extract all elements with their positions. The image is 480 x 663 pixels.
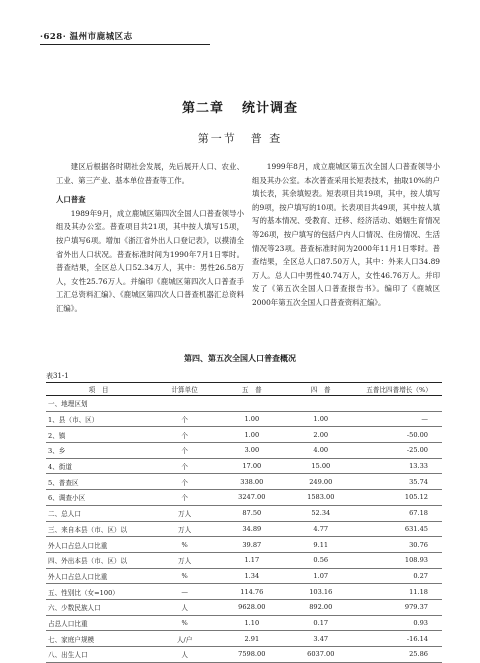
chapter-title [0, 97, 480, 116]
table-number: 表31-1 [46, 372, 69, 380]
table-cell: 3247.00 [218, 490, 285, 506]
table-title: 第四、第五次全国人口普查概况 [184, 354, 296, 363]
table-cell: 2.91 [218, 631, 285, 647]
table-cell: 1.00 [218, 427, 285, 443]
table-cell: 二、总人口 [46, 505, 151, 521]
table-cell: 3、乡 [46, 443, 151, 459]
table-row [46, 615, 442, 631]
table-cell: 四、外出本县（市、区）以 [46, 552, 151, 568]
table-cell: 67.18 [356, 505, 442, 521]
table-row [46, 396, 442, 412]
table-cell: 34.89 [218, 521, 285, 537]
table-cell: 3.00 [218, 443, 285, 459]
section-name: 普 查 [250, 132, 283, 145]
table-cell: 人 [151, 599, 218, 615]
table-cell: -25.00 [356, 443, 442, 459]
table-cell [151, 396, 218, 412]
table-row [46, 584, 442, 600]
table-cell [285, 396, 356, 412]
table-cell: -50.00 [356, 427, 442, 443]
table-cell: 八、出生人口 [46, 647, 151, 663]
table-cell: 249.00 [285, 474, 356, 490]
table-row [46, 474, 442, 490]
table-cell: 2、镇 [46, 427, 151, 443]
table-cell: 114.76 [218, 584, 285, 600]
table-cell: 外人口占总人口比重 [46, 568, 151, 584]
left-column [56, 160, 244, 316]
table-row [46, 631, 442, 647]
table-cell: 五、性别比（女=100） [46, 584, 151, 600]
table-cell: 87.50 [218, 505, 285, 521]
table-cell: 1.07 [285, 568, 356, 584]
table-row [46, 537, 442, 553]
table-cell: 占总人口比重 [46, 615, 151, 631]
table-cell: 11.18 [356, 584, 442, 600]
table-cell: 人 [151, 647, 218, 663]
body-paragraph: 1999年8月，成立鹿城区第五次全国人口普查领导小组及其办公室。本次普查采用长短表技术，抽取10%的户填长表，其余填短表。短表项目共19项，其中，按人填写的9项，按户填写的10项。长表项目共49项，其中按人填写的基本情况、受教育、迁移、经济活动、婚姻生育情况等26项，按户填写的包括户内人口情况、住房情况、生活情况等23项。普查标准时间为2000年11月1日零时。普查结果，全区总人口87.50万人，其中：外来人口34.89万人。总人口中男性40.74万人，女性46.76万人。并印发了《第五次全国人口普查报告书》。编印了《鹿城区2000年第五次全国人口普查资料汇编》。 [252, 162, 440, 307]
table-cell: 0.27 [356, 568, 442, 584]
census-table [46, 382, 442, 663]
table-cell: 六、少数民族人口 [46, 599, 151, 615]
table-cell: 631.45 [356, 521, 442, 537]
table-cell: 3.47 [285, 631, 356, 647]
column-header: 项 目 [46, 383, 151, 396]
table-cell: 6、调查小区 [46, 490, 151, 506]
table-cell: 1.34 [218, 568, 285, 584]
table-cell: 13.33 [356, 458, 442, 474]
table-cell: 35.74 [356, 474, 442, 490]
table-cell: 万人 [151, 505, 218, 521]
table-cell: 105.12 [356, 490, 442, 506]
table-row [46, 599, 442, 615]
table-cell: 30.76 [356, 537, 442, 553]
table-cell: 17.00 [218, 458, 285, 474]
table-row [46, 505, 442, 521]
table-cell: 103.16 [285, 584, 356, 600]
column-header: 计算单位 [151, 383, 218, 396]
table-cell: 个 [151, 490, 218, 506]
table-cell: 个 [151, 443, 218, 459]
table-row [46, 443, 442, 459]
table-cell: 三、来自本县（市、区）以 [46, 521, 151, 537]
table-cell: 979.37 [356, 599, 442, 615]
table-row [46, 568, 442, 584]
running-head: ·628· 温州市鹿城区志 [40, 32, 133, 42]
table-cell: % [151, 537, 218, 553]
body-paragraph: 1989年9月，成立鹿城区第四次全国人口普查领导小组及其办公室。普查项目共21项，其中按人填写15项，按户填写6项。增加《浙江省外出人口登记表》，以摸清全省外出人口状况。普查标准时间为1990年7月1日零时。普查结果，全区总人口52.34万人，其中：男性26.58万人，女性25.76万人。并编印《鹿城区第四次人口普查手工汇总资料汇编》、《鹿城区第四次人口普查机器汇总资料汇编》。 [56, 208, 244, 313]
table-cell: — [151, 584, 218, 600]
table-cell: 15.00 [285, 458, 356, 474]
table-cell: 0.56 [285, 552, 356, 568]
table-cell: 0.17 [285, 615, 356, 631]
table-cell: 25.86 [356, 647, 442, 663]
table-row [46, 521, 442, 537]
table-row [46, 552, 442, 568]
table-cell: 个 [151, 474, 218, 490]
column-header: 四 普 [285, 383, 356, 396]
table-cell: 4、街道 [46, 458, 151, 474]
table-cell: 4.77 [285, 521, 356, 537]
table-row [46, 458, 442, 474]
table-cell [218, 396, 285, 412]
column-header: 五普比四普增长（%） [356, 383, 442, 396]
table-row [46, 411, 442, 427]
table-cell: % [151, 615, 218, 631]
section-number: 第一节 [197, 132, 237, 145]
table-cell: 39.87 [218, 537, 285, 553]
table-cell: 个 [151, 411, 218, 427]
table-cell [356, 396, 442, 412]
table-row [46, 647, 442, 663]
table-cell: 9.11 [285, 537, 356, 553]
table-cell: 1.00 [218, 411, 285, 427]
table-cell: 2.00 [285, 427, 356, 443]
table-row [46, 427, 442, 443]
table-cell: 9628.00 [218, 599, 285, 615]
table-cell: 1583.00 [285, 490, 356, 506]
table-cell: 52.34 [285, 505, 356, 521]
table-cell: 1、县（市、区） [46, 411, 151, 427]
table-cell: 1.00 [285, 411, 356, 427]
table-cell: 5、普查区 [46, 474, 151, 490]
table-cell: 108.93 [356, 552, 442, 568]
subheading: 人口普查 [56, 195, 86, 205]
table-cell: 个 [151, 458, 218, 474]
table-header-row [46, 383, 442, 396]
section-title [0, 130, 480, 146]
table-cell: 4.00 [285, 443, 356, 459]
intro-paragraph: 建区后根据各时期社会发展，先后展开人口、农业、工业、第三产业、基本单位普查等工作。 [56, 162, 244, 185]
table-cell: 1.17 [218, 552, 285, 568]
right-column [252, 160, 440, 310]
column-header: 五 普 [218, 383, 285, 396]
table-cell: 6037.00 [285, 647, 356, 663]
table-cell: 万人 [151, 552, 218, 568]
table-cell: 1.10 [218, 615, 285, 631]
table-cell: % [151, 568, 218, 584]
chapter-name: 统计调查 [242, 101, 299, 116]
table-cell: 7598.00 [218, 647, 285, 663]
table-cell: 一、地理区划 [46, 396, 151, 412]
table-cell: 人/户 [151, 631, 218, 647]
table-cell: 892.00 [285, 599, 356, 615]
chapter-number: 第二章 [181, 101, 224, 116]
header-rule [40, 44, 210, 45]
table-row [46, 490, 442, 506]
table-cell: 0.93 [356, 615, 442, 631]
table-cell: -16.14 [356, 631, 442, 647]
table-cell: 外人口占总人口比重 [46, 537, 151, 553]
table-cell: 万人 [151, 521, 218, 537]
table-cell: 七、家庭户规模 [46, 631, 151, 647]
table-cell: 个 [151, 427, 218, 443]
table-cell: 338.00 [218, 474, 285, 490]
table-cell: — [356, 411, 442, 427]
